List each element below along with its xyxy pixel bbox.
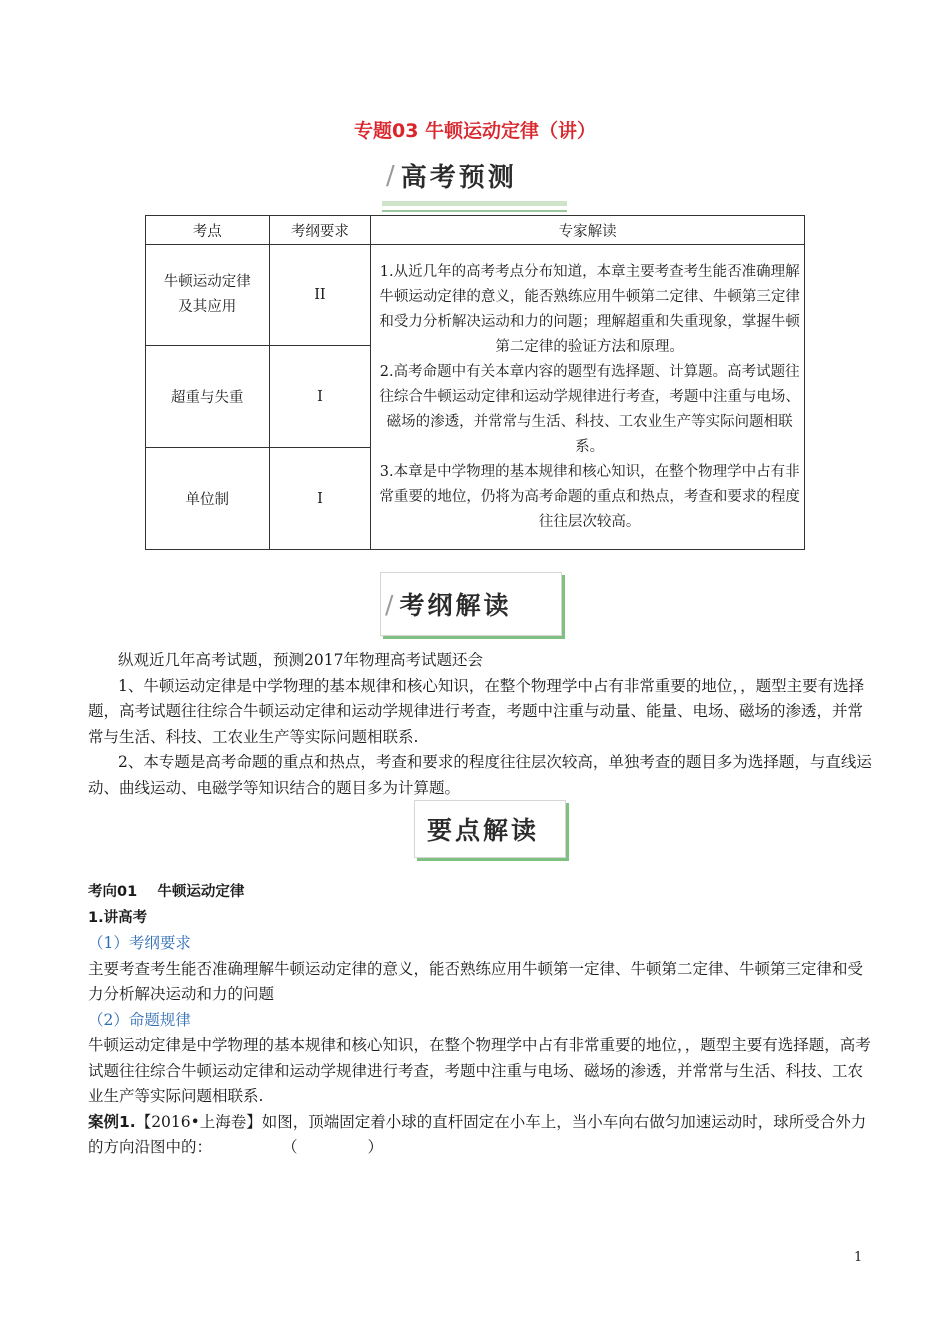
- expert-para-2: 2.高考命题中有关本章内容的题型有选择题、计算题。高考试题往往综合牛顿运动定律和运动学规律进行考查，考题中注重与电场、磁场的渗透，并常常与生活、科技、工农业生产等实际问题相联系。: [379, 363, 800, 455]
- table-cell-point: 单位制: [146, 448, 270, 550]
- case-text: 【2016•上海卷】如图，顶端固定着小球的直杆固定在小车上，当小车向右做匀加速运动时，球所受合外力的方向沿图中的：: [88, 1112, 867, 1156]
- table-cell-expert: [371, 245, 805, 550]
- banner-mark-icon: /: [386, 160, 395, 191]
- outline-point-1: 1、牛顿运动定律是中学物理的基本规律和核心知识，在整个物理学中占有非常重要的地位，，题型主要有选择题，高考试题往往综合牛顿运动定律和运动学规律进行考查，考题中注重与动量、能量、电场、磁场的渗透，并常常与生活、科技、工农业生产等实际问题相联系.: [88, 676, 865, 746]
- outline-point-2: 2、本专题是高考命题的重点和热点，考查和要求的程度往往层次较高，单独考查的题目多为选择题，与直线运动、曲线运动、电磁学等知识结合的题目多为计算题。: [88, 753, 872, 797]
- table-cell-point: [146, 245, 270, 346]
- exam-points-table: [145, 215, 805, 550]
- table-header-level: 考纲要求: [269, 216, 371, 245]
- expert-para-1: 1.从近几年的高考考点分布知道，本章主要考查考生能否准确理解牛顿运动定律的意义，能否熟练应用牛顿第二定律、牛顿第三定律和受力分析解决运动和力的问题；理解超重和失重现象，掌握牛顿第二定律的验证方法和原理。: [379, 263, 800, 355]
- page-number: 1: [854, 1250, 863, 1265]
- keypoints-section: [88, 880, 878, 1161]
- table-cell-level: I: [269, 346, 371, 448]
- rule-text: 牛顿运动定律是中学物理的基本规律和核心知识，在整个物理学中占有非常重要的地位，，题型主要有选择题，高考试题往往综合牛顿运动定律和运动学规律进行考查，考题中注重与电场、磁场的渗透，并常常与生活、科技、工农业生产等实际问题相联系.: [88, 1036, 871, 1105]
- case-paragraph: [88, 1110, 878, 1161]
- banner-keypoints: [414, 800, 566, 858]
- point-line: 及其应用: [178, 299, 237, 315]
- table-row: [146, 245, 805, 346]
- answer-paren-open: （: [282, 1138, 298, 1156]
- requirement-text: 主要考查考生能否准确理解牛顿运动定律的意义，能否熟练应用牛顿第一定律、牛顿第二定律、牛顿第三定律和受力分析解决运动和力的问题: [88, 959, 864, 1003]
- banner-outline-label: 考纲解读: [399, 591, 512, 620]
- table-header-point: 考点: [146, 216, 270, 245]
- banner-keypoints-label: 要点解读: [427, 816, 540, 845]
- page-title: 专题03 牛顿运动定律（讲）: [353, 120, 597, 142]
- rule-label: （2）命题规律: [88, 1010, 191, 1029]
- expert-para-3: 3.本章是中学物理的基本规律和核心知识，在整个物理学中占有非常重要的地位，仍将为高考命题的重点和热点，考查和要求的程度往往层次较高。: [379, 463, 800, 530]
- point-line: 牛顿运动定律: [163, 274, 251, 290]
- answer-paren-close: ）: [367, 1138, 384, 1156]
- banner-forecast-label: 高考预测: [400, 163, 517, 193]
- table-cell-point: 超重与失重: [146, 346, 270, 448]
- outline-section: [88, 648, 878, 801]
- table-cell-level: II: [269, 245, 371, 346]
- table-header-expert: 专家解读: [371, 216, 805, 245]
- banner-outline: [380, 572, 562, 636]
- banner-mark-icon: /: [385, 589, 394, 619]
- requirement-label: （1）考纲要求: [88, 934, 191, 952]
- section-heading: 考向01 牛顿运动定律: [88, 884, 245, 900]
- subsection-heading: 1.讲高考: [88, 909, 148, 926]
- outline-intro: 纵观近几年高考试题，预测2017年物理高考试题还会: [118, 651, 483, 669]
- table-cell-level: I: [269, 448, 371, 550]
- case-label: 案例1.: [88, 1112, 136, 1131]
- banner-forecast: [382, 150, 567, 206]
- table-header-row: [146, 216, 805, 245]
